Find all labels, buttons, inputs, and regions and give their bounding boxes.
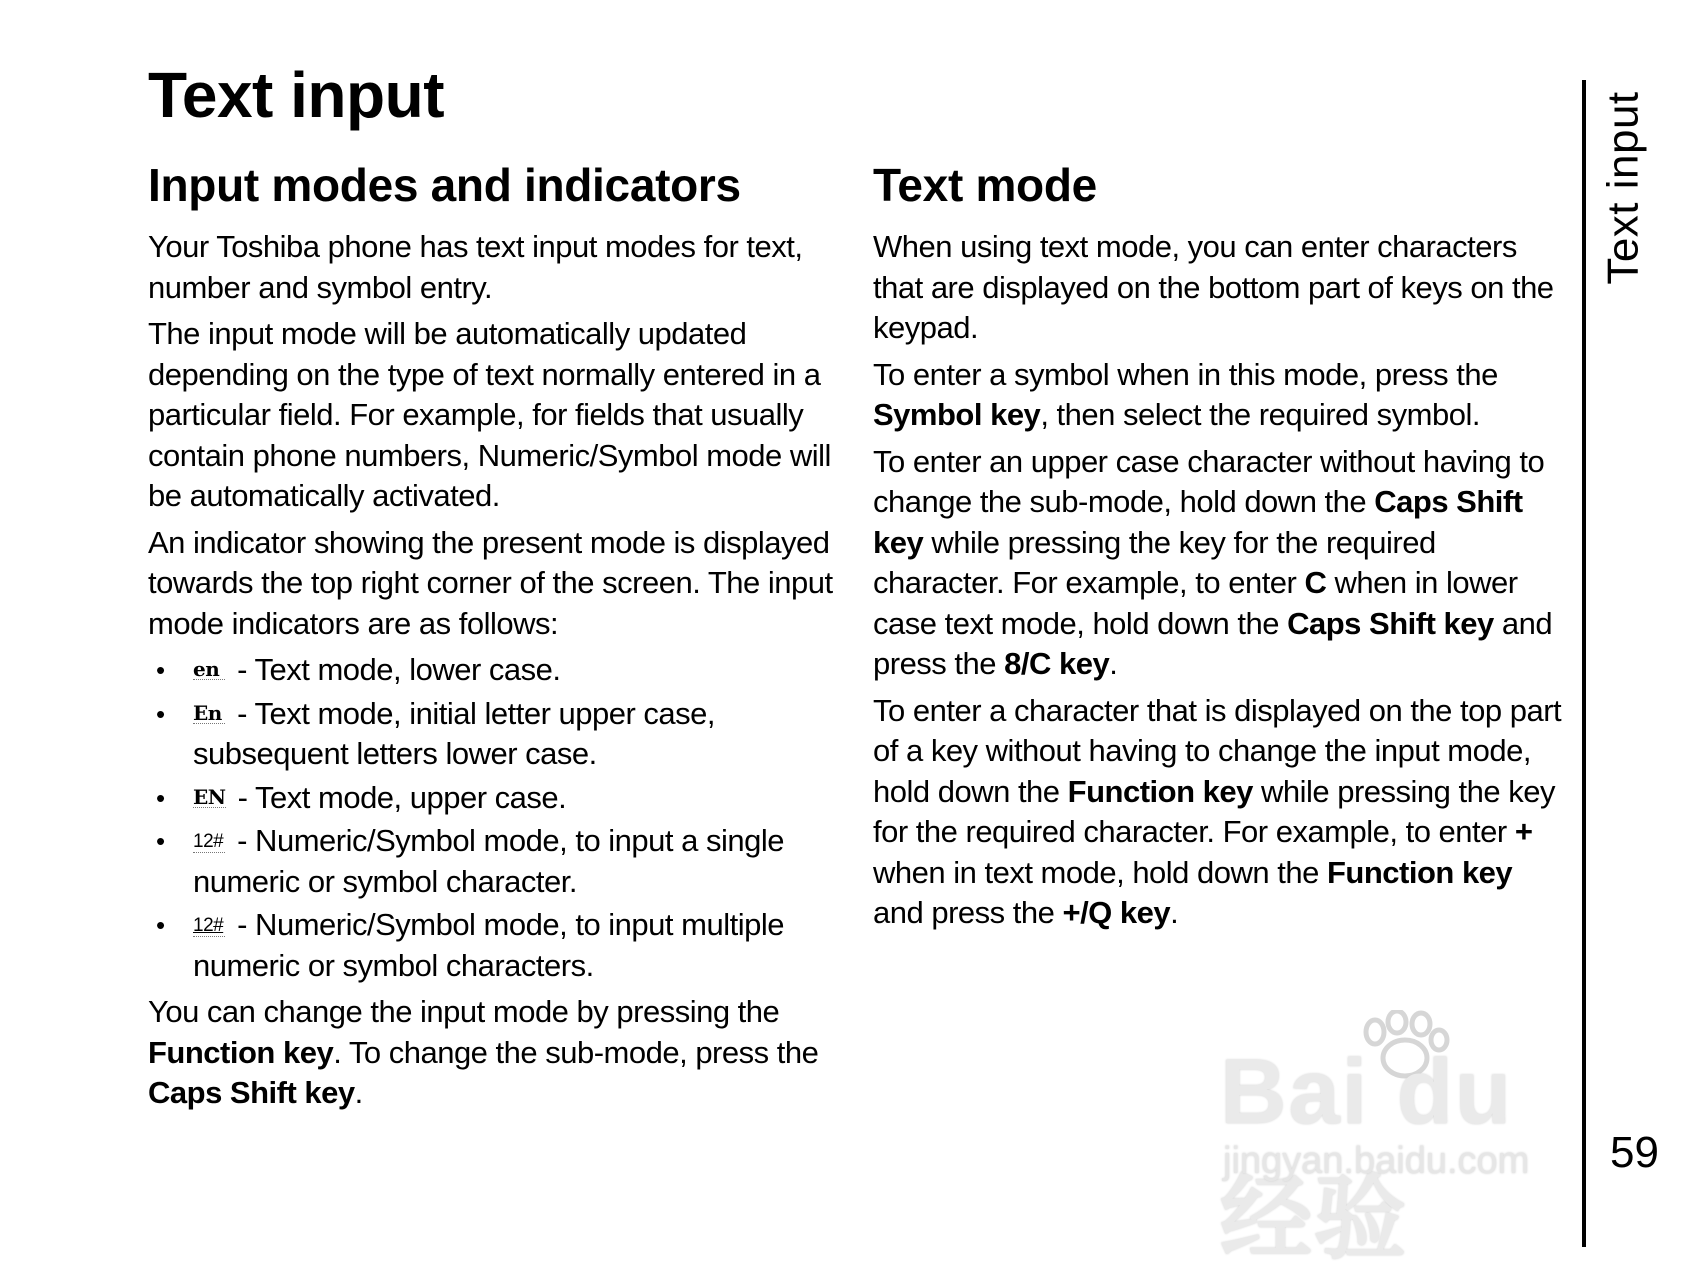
bullet: • xyxy=(156,698,165,729)
baidu-watermark xyxy=(1215,1010,1615,1270)
bullet: • xyxy=(156,910,165,941)
side-section-label: Text input xyxy=(1599,90,1648,285)
list-item-text: - Numeric/Symbol mode, to input a single numeric or symbol character. xyxy=(193,823,784,899)
paragraph: You can change the input mode by pressing the Function key. To change the sub-mode, press the Caps Shift key. xyxy=(148,994,819,1111)
paragraph: An indicator showing the present mode is displayed towards the top right corner of the screen. The input mode indicators are as follows: xyxy=(148,524,833,641)
section-heading-input-modes: Input modes and indicators xyxy=(148,159,741,211)
paragraph: To enter an upper case character without having to change the sub-mode, hold down the Caps Shift key while pressing the key for the required character. For example, to enter C when in lower case text mode, hold down the Caps Shift key and press the 8/C key. xyxy=(873,443,1553,682)
side-section-tab xyxy=(1598,80,1650,295)
key-name: Function key xyxy=(1326,854,1513,890)
page-number: 59 xyxy=(1610,1128,1659,1177)
paw-icon xyxy=(1345,1010,1465,1080)
bullet: • xyxy=(156,782,165,813)
bullet: • xyxy=(156,655,165,686)
list-item xyxy=(148,821,838,902)
section-heading-text-mode: Text mode xyxy=(873,159,1097,211)
watermark-logo-text: Bai du 经验 xyxy=(1220,1041,1514,1270)
numeric-single-indicator-icon: 12# xyxy=(193,831,224,853)
key-name: Caps Shift key xyxy=(1287,605,1494,641)
list-item-text: - Numeric/Symbol mode, to input multiple numeric or symbol characters. xyxy=(193,907,784,983)
key-name: Function key xyxy=(148,1034,334,1070)
list-item xyxy=(148,650,838,691)
list-item xyxy=(148,778,838,819)
key-name: Caps Shift key xyxy=(873,484,1523,560)
en-upper-indicator-icon: EN xyxy=(193,784,226,809)
list-item xyxy=(148,905,838,986)
watermark-url: jingyan.baidu.com xyxy=(1223,1140,1530,1182)
key-name: + xyxy=(1514,814,1533,850)
list-item-text: - Text mode, upper case. xyxy=(237,779,567,815)
en-initial-indicator-icon: En xyxy=(193,703,225,724)
key-name: 8/C key xyxy=(1004,646,1110,682)
key-name: C xyxy=(1304,565,1327,601)
left-column xyxy=(148,158,838,1120)
mode-indicator-list xyxy=(148,650,838,986)
side-divider-line xyxy=(1582,80,1586,1247)
paragraph: To enter a character that is displayed on the top part of a key without having to change the input mode, hold down the Function key while pressing the key for the required character. For example, to enter + when in text mode, hold down the Function key and press the +/Q key. xyxy=(873,692,1562,931)
en-indicator-icon: en xyxy=(193,659,225,680)
numeric-multiple-indicator-icon: 12# xyxy=(193,915,224,937)
page-title: Text input xyxy=(148,59,444,131)
list-item-text: - Text mode, initial letter upper case, subsequent letters lower case. xyxy=(193,695,716,772)
right-column xyxy=(873,158,1563,940)
key-name: Symbol key xyxy=(873,397,1041,433)
paragraph: The input mode will be automatically updated depending on the type of text normally entered in a particular field. For example, for fields that usually contain phone numbers, Numeric/Symbol mode will be automatically activated. xyxy=(148,316,831,514)
paragraph: Your Toshiba phone has text input modes for text, number and symbol entry. xyxy=(148,229,803,305)
paragraph: When using text mode, you can enter characters that are displayed on the bottom part of keys on the keypad. xyxy=(873,229,1554,346)
bullet: • xyxy=(156,826,165,857)
paragraph: To enter a symbol when in this mode, press the Symbol key, then select the required symbol. xyxy=(873,356,1498,433)
key-name: Function key xyxy=(1067,773,1253,809)
list-item-text: - Text mode, lower case. xyxy=(237,652,561,688)
key-name: Caps Shift key xyxy=(148,1075,355,1111)
key-name: +/Q key xyxy=(1062,895,1171,931)
list-item xyxy=(148,694,838,775)
